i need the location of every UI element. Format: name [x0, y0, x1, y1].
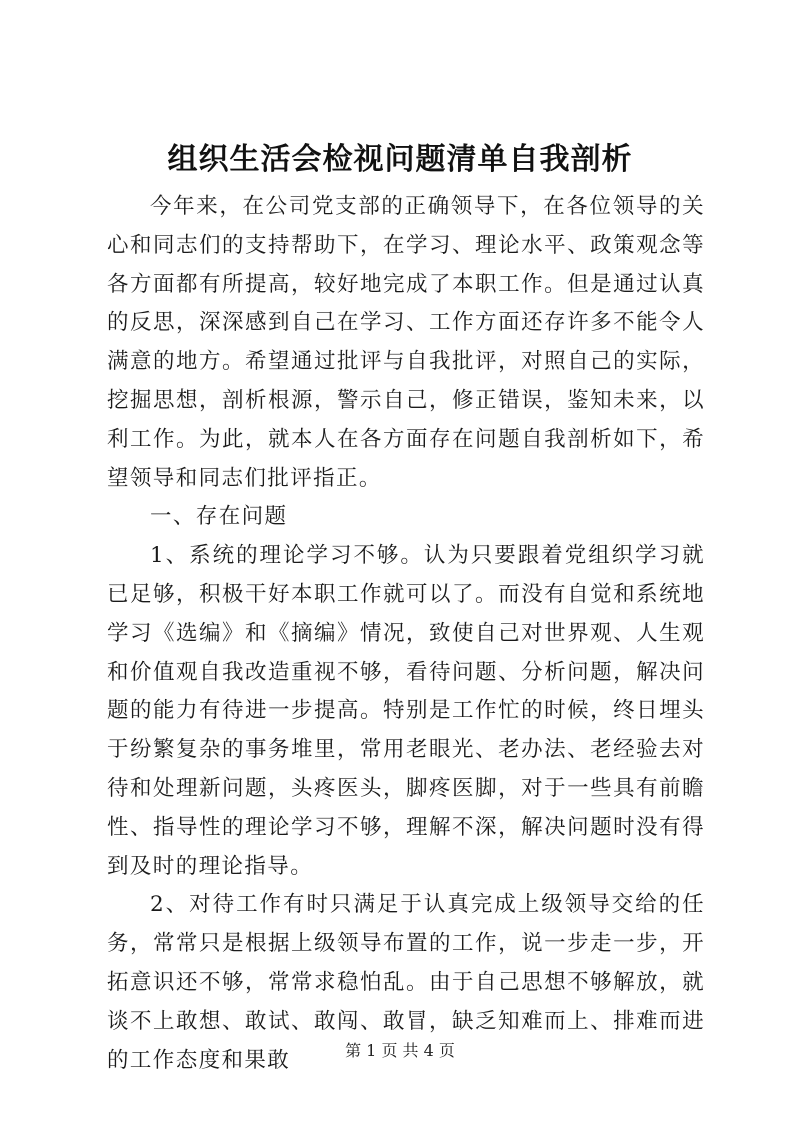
- issue-paragraph-2: 2、对待工作有时只满足于认真完成上级领导交给的任务，常常只是根据上级领导布置的工作，说一步走一步，开拓意识还不够，常常求稳怕乱。由于自己思想不够解放，就谈不上敢想、敢试、敢闯、敢冒，缺乏知难而上、排难而进的工作态度和果敢: [107, 892, 705, 1073]
- intro-paragraph: 今年来，在公司党支部的正确领导下，在各位领导的关心和同志们的支持帮助下，在学习、理论水平、政策观念等各方面都有所提高，较好地完成了本职工作。但是通过认真的反思，深深感到自己在学习、工作方面还存许多不能令人满意的地方。希望通过批评与自我批评，对照自己的实际，挖掘思想，剖析根源，警示自己，修正错误，鉴知未来，以利工作。为此，就本人在各方面存在问题自我剖析如下，希望领导和同志们批评指正。: [107, 194, 705, 491]
- page-footer: 第 1 页 共 4 页: [345, 1041, 455, 1060]
- document-title: 组织生活会检视问题清单自我剖析: [167, 142, 633, 177]
- document-body: [107, 188, 705, 1080]
- issue-paragraph-1: 1、系统的理论学习不够。认为只要跟着党组织学习就已足够，积极干好本职工作就可以了。而没有自觉和系统地学习《选编》和《摘编》情况，致使自己对世界观、人生观和价值观自我改造重视不够，看待问题、分析问题，解决问题的能力有待进一步提高。特别是工作忙的时候，终日埋头于纷繁复杂的事务堆里，常用老眼光、老办法、老经验去对待和处理新问题，头疼医头，脚疼医脚，对于一些具有前瞻性、指导性的理论学习不够，理解不深，解决问题时没有得到及时的理论指导。: [107, 543, 705, 879]
- section-heading: 一、存在问题: [150, 504, 288, 530]
